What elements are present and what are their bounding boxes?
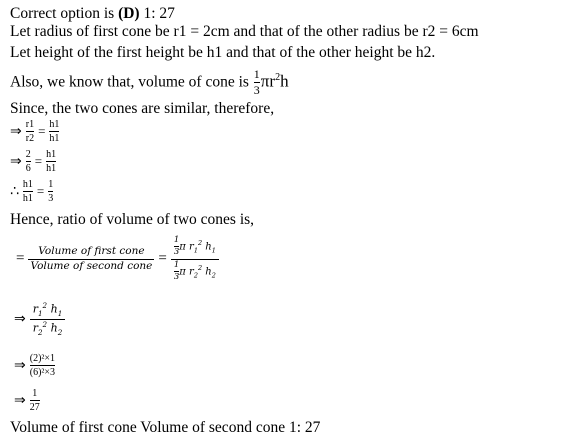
step-simplified-ratio [14,302,65,336]
fraction-denominator: $\frac{1}{3}$ π $r_2^2$ $h_2$ [173,259,216,283]
mini-num: 1 [173,235,180,245]
implies-arrow: ⇒ [10,153,22,170]
fraction-numerator: r1 [25,119,35,130]
step-substitution [14,353,55,378]
result-fraction [48,179,53,204]
therefore-symbol: ∴ [10,183,19,200]
value-fraction [26,149,31,174]
step-therefore [10,179,53,204]
fraction-bar [49,131,59,132]
fraction-denominator: 27 [29,402,40,413]
fraction-denominator: $r_2^2$ $h_2$ [32,319,63,337]
fraction-bar [30,319,66,320]
equals-sign: = [158,250,167,267]
height-fraction [46,149,56,174]
fraction-numerator: h1 [49,119,60,130]
fraction-denominator: 3 [48,193,54,204]
fraction-denominator: h1 [46,163,57,174]
implies-arrow: ⇒ [14,392,26,409]
equals-sign: = [16,250,25,267]
fraction-numerator: h1 [22,179,33,190]
equals-sign: = [36,183,45,199]
fraction-numerator: 1 [253,67,260,81]
fraction-denominator: 6 [25,163,31,174]
height-fraction [49,119,59,144]
fraction-numerator: Volume of first cone [38,245,145,258]
exponent: 2 [275,72,281,84]
answer-line [10,6,175,22]
fraction-numerator: 1 [48,179,54,190]
fraction-bar [26,161,31,162]
h-symbol: h [280,71,289,91]
fraction-bar [46,161,56,162]
step-value-ratio [10,149,56,174]
implies-arrow: ⇒ [10,123,22,140]
fraction-bar [26,131,34,132]
height-fraction [23,179,33,204]
implies-arrow: ⇒ [14,311,26,328]
fraction-bar [30,365,55,366]
one-third-mini [174,236,179,258]
r-symbol: r [269,71,276,91]
fraction-numerator: h1 [46,149,57,160]
answer-option: (D) [118,5,140,22]
one-third-fraction [254,68,260,97]
volume-formula-fraction [171,236,219,282]
radius-statement: Let radius of first cone be r1 = 2cm and that of the other radius be r2 = 6cm [10,23,479,40]
mini-den: 3 [173,272,180,283]
radius-fraction [26,119,34,144]
fraction-denominator: (6)²×3 [29,367,56,378]
volume-text: Also, we know that, volume of cone is [10,73,249,91]
fraction-denominator: h1 [49,133,60,144]
equals-sign: = [38,123,46,139]
similar-statement: Since, the two cones are similar, therefore, [10,100,275,117]
mini-den: 3 [173,247,180,258]
fraction-denominator: h1 [22,193,33,204]
fraction-numerator: 2 [25,149,31,160]
height-statement: Let height of the first height be h1 and that of the other height be h2. [10,44,436,61]
conclusion-statement: Volume of first cone Volume of second cone 1: 27 [10,419,321,436]
simplified-fraction [30,302,66,336]
answer-value: 1: 27 [139,5,175,22]
step-result [14,388,40,413]
implies-arrow: ⇒ [14,357,26,374]
substitution-fraction [30,353,55,378]
volume-ratio-expression [16,236,219,282]
equals-sign: = [34,153,43,169]
fraction-denominator: r2 [25,133,35,144]
volume-formula-line [10,68,289,97]
fraction-numerator: $r_1^2$ $h_1$ [32,301,63,318]
mini-num: 1 [173,259,180,270]
fraction-numerator: (2)²×1 [29,353,56,364]
pi-symbol: π [260,71,270,91]
fraction-bar [23,191,33,192]
step-radius-ratio [10,119,59,144]
fraction-bar [48,191,53,192]
answer-prefix: Correct option is [10,5,119,22]
one-third-mini [174,261,179,283]
fraction-denominator: 3 [253,83,260,98]
result-fraction [30,388,40,413]
fraction-denominator: Volume of second cone [30,259,153,272]
fraction-numerator: $\frac{1}{3}$ π $r_1^2$ $h_1$ [173,235,216,258]
volume-word-fraction [28,246,154,272]
fraction-bar [30,400,40,401]
ratio-statement: Hence, ratio of volume of two cones is, [10,211,255,228]
fraction-numerator: 1 [32,388,38,399]
